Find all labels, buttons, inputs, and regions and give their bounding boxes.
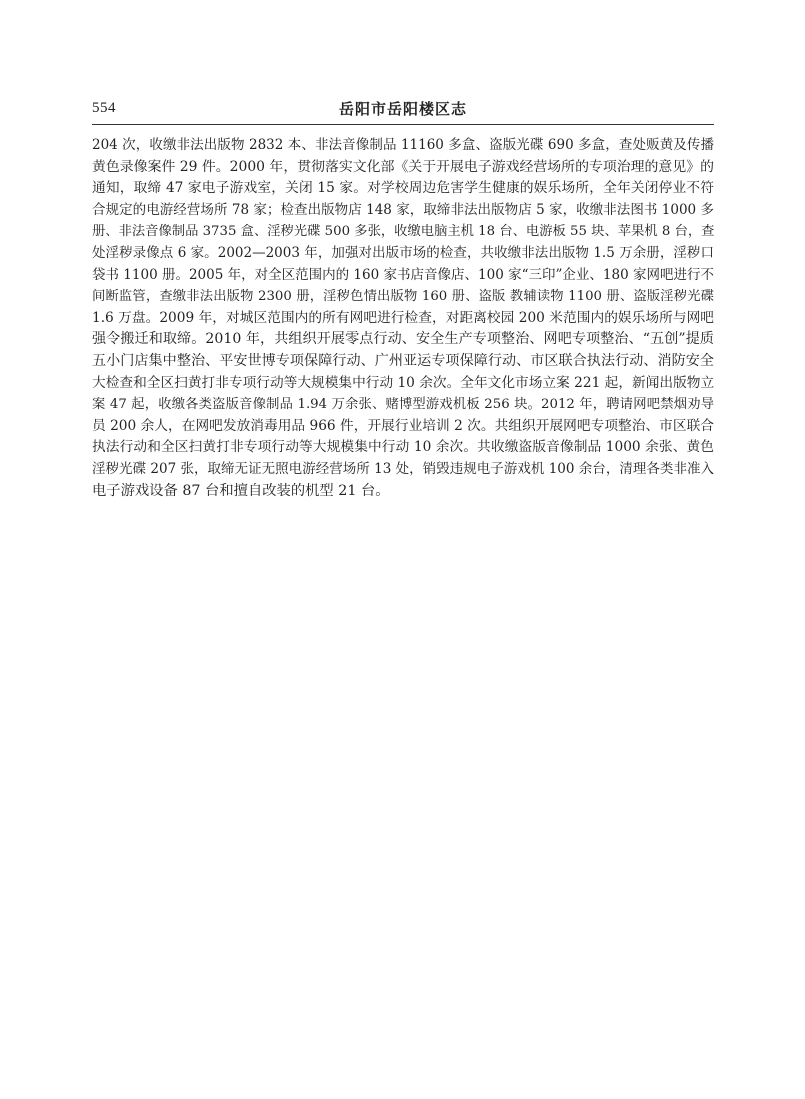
text-line: 员 200 余人，在网吧发放消毒用品 966 件，开展行业培训 2 次。共组织开展网吧专项整治、市区联合 bbox=[92, 417, 714, 434]
text-line: 合规定的电游经营场所 78 家；检查出版物店 148 家，取缔非法出版物店 5 家，收缴非法图书 1000 多 bbox=[92, 201, 714, 218]
text-line: 通知，取缔 47 家电子游戏室，关闭 15 家。对学校周边危害学生健康的娱乐场所，全年关闭停业不符 bbox=[92, 180, 714, 197]
text-line: 处淫秽录像点 6 家。2002—2003 年，加强对出版市场的检查，共收缴非法出版物 1.5 万余册，淫秽口 bbox=[92, 244, 714, 261]
text-line: 执法行动和全区扫黄打非专项行动等大规模集中行动 10 余次。共收缴盗版音像制品 1000 余张、黄色 bbox=[92, 439, 714, 456]
text-line: 案 47 起，收缴各类盗版音像制品 1.94 万余张、赌博型游戏机板 256 块。2012 年，聘请网吧禁烟劝导 bbox=[92, 397, 714, 413]
text-line: 册、非法音像制品 3735 盒、淫秽光碟 500 多张，收缴电脑主机 18 台、电游板 55 块、苹果机 8 台，查 bbox=[92, 224, 715, 240]
text-line: 袋书 1100 册。2005 年，对全区范围内的 160 家书店音像店、100 家“三印”企业、180 家网吧进行不 bbox=[92, 266, 714, 283]
text-line: 1.6 万盘。2009 年，对城区范围内的所有网吧进行检查，对距离校园 200 米范围内的娱乐场所与网吧 bbox=[92, 309, 714, 326]
page-number: 554 bbox=[92, 100, 116, 116]
text-line: 间断监管，查缴非法出版物 2300 册，淫秽色情出版物 160 册、盗版 教辅读物 1100 册、盗版淫秽光碟 bbox=[92, 289, 714, 305]
text-line: 大检查和全区扫黄打非专项行动等大规模集中行动 10 余次。全年文化市场立案 221 起，新闻出版物立 bbox=[92, 374, 715, 391]
book-title: 岳阳市岳阳楼区志 bbox=[338, 100, 467, 118]
text-line: 五小门店集中整治、平安世博专项保障行动、广州亚运专项保障行动、市区联合执法行动、消防安全 bbox=[92, 352, 714, 369]
text-line: 淫秽光碟 207 张，取缔无证无照电游经营场所 13 处，销毁违规电子游戏机 100 余台，清理各类非准入 bbox=[92, 460, 714, 477]
text-line: 黄色录像案件 29 件。2000 年，贯彻落实文化部《关于开展电子游戏经营场所的专项治理的意见》的 bbox=[92, 158, 714, 175]
text-line: 电子游戏设备 87 台和擅自改装的机型 21 台。 bbox=[92, 482, 390, 499]
text-line: 204 次，收缴非法出版物 2832 本、非法音像制品 11160 多盒、盗版光碟 690 多盒，查处贩黄及传播 bbox=[92, 137, 714, 153]
body-paragraph bbox=[92, 135, 714, 502]
text-line: 强令搬迁和取缔。2010 年，共组织开展零点行动、安全生产专项整治、网吧专项整治、“五创”提质 bbox=[92, 331, 714, 348]
running-header bbox=[92, 96, 714, 125]
